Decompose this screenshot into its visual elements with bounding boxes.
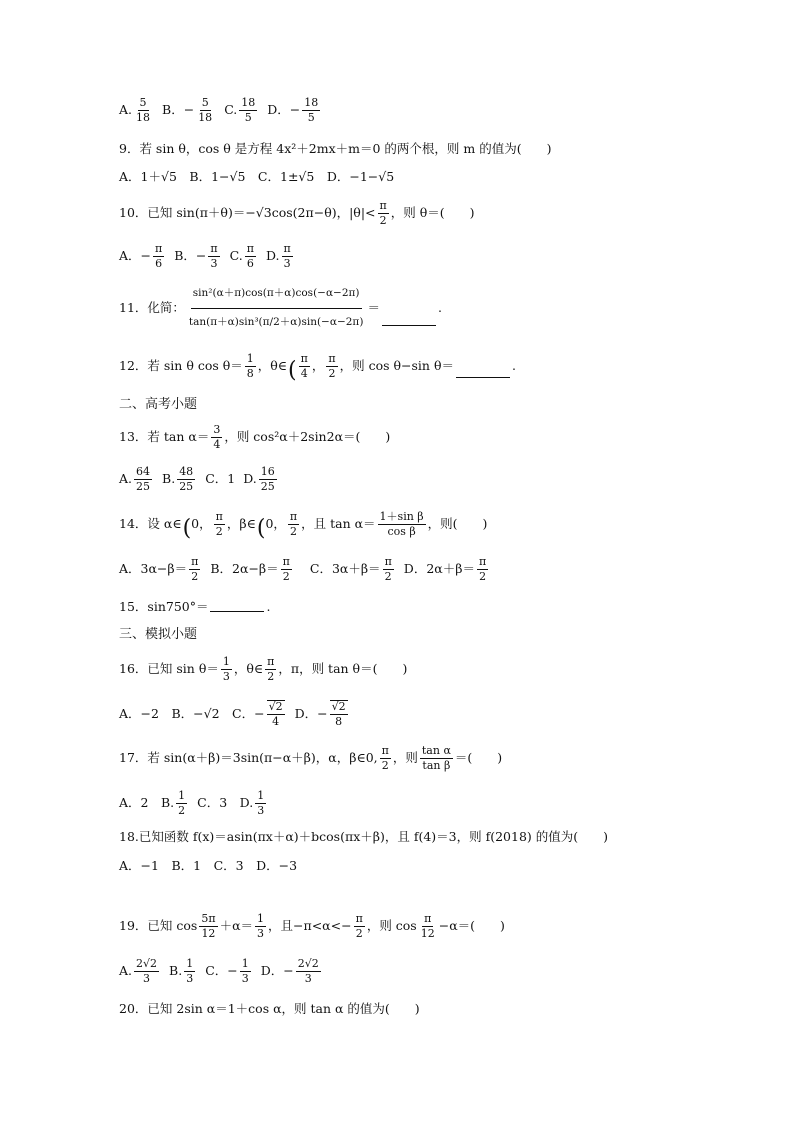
q17-options: A．2 B. 1 2 C．3 D. 1 3 — [119, 789, 265, 818]
q16-stem: 16．已知 sin θ＝ 1 3 ，θ∈ π 2 ，π，则 tan θ＝( ) — [119, 655, 408, 684]
answer-blank — [382, 324, 436, 326]
q17-stem: 17．若 sin(α＋β)＝3sin(π−α＋β)，α，β∈0, π 2 ，则 tan α tan β ＝( ) — [119, 744, 503, 773]
q16-options: A．−2 B．−√2 C．− $\frac{√2}{4}$ D．− $\frac{√2}{8}$ — [119, 700, 346, 729]
q18-stem: 18.已知函数 f(x)＝asin(πx＋α)＋bcos(πx＋β)，且 f(4)＝3，则 f(2018) 的值为( ) — [119, 829, 608, 844]
q19-stem: 19．已知 cos 5π 12 ＋α＝ 1 3 ，且−π<α<− $\frac{\pi}{2}$ ，则 cos π 12 −α＝( ) — [119, 912, 505, 941]
q8-option-c: C. — [224, 102, 238, 118]
q14-stem: 14．设 α∈ ( 0， π 2 ，β∈ ( 0， π 2 ，且 tan α＝ 1＋sin β cos β ，则( ) — [119, 510, 488, 541]
answer-blank — [210, 610, 264, 612]
q11-stem: 11．化简： sin²(α＋π)cos(π＋α)cos(−α−2π) tan(π＋α)sin³(π/2＋α)sin(−α−2π) ＝ . — [119, 287, 442, 328]
q14-options: A．3α−β＝ π 2 B．2α−β＝ π 2 C．3α＋β＝ π 2 D．2α＋β＝ π 2 — [119, 555, 487, 584]
q12-stem: 12．若 sin θ cos θ＝ 1 8 ，θ∈ ( π 4 ， π 2 ，则 cos θ−sin θ＝ . — [119, 352, 516, 383]
section-heading: 二、高考小题 — [119, 397, 198, 412]
q9-stem: 9．若 sin θ，cos θ 是方程 4x²＋2mx＋m＝0 的两个根，则 m 的值为( ) — [119, 141, 552, 156]
fraction: sin²(α＋π)cos(π＋α)cos(−α−2π) tan(π＋α)sin³(π/2＋α)sin(−α−2π) — [188, 287, 364, 328]
q19-options: A. 2√2 3 B. 1 3 C．− $\frac{1}{3}$ D．− $\frac{2√2}{3}$ — [119, 957, 319, 986]
section-heading: 三、模拟小题 — [119, 627, 198, 642]
q20-stem: 20．已知 2sin α＝1＋cos α，则 tan α 的值为( ) — [119, 1001, 420, 1016]
q8-options — [119, 97, 322, 124]
q10-options: A．− $\frac{\pi}{6}$ B．− $\frac{\pi}{3}$ C. π 6 D. π 3 — [119, 242, 291, 271]
q13-stem: 13．若 tan α＝ 3 4 ，则 cos²α＋2sin2α＝( ) — [119, 423, 391, 452]
fraction: 18 5 — [241, 96, 256, 125]
q8-option-b: B．− — [162, 102, 195, 118]
q8-option-d: D．− — [267, 102, 301, 118]
q15-stem: 15．sin750°＝ . — [119, 599, 271, 614]
q18-options: A．−1 B．1 C．3 D．−3 — [119, 858, 298, 873]
fraction: $\frac{5}{18}$ — [198, 96, 213, 125]
fraction: π 2 — [379, 199, 387, 228]
fraction: $\frac{18}{5}$ — [304, 96, 319, 125]
fraction: 5 18 — [136, 96, 151, 125]
answer-blank — [456, 376, 510, 378]
q9-options: A．1＋√5 B．1−√5 C．1±√5 D．−1−√5 — [119, 169, 395, 184]
q10-stem: 10．已知 sin(π＋θ)＝−√3cos(2π−θ)，|θ|< π 2 ，则 θ＝( ) — [119, 199, 475, 228]
q13-options: A. 64 25 B. 48 25 C．1 D. 16 25 — [119, 465, 275, 494]
q8-option-a: A. — [119, 102, 133, 118]
